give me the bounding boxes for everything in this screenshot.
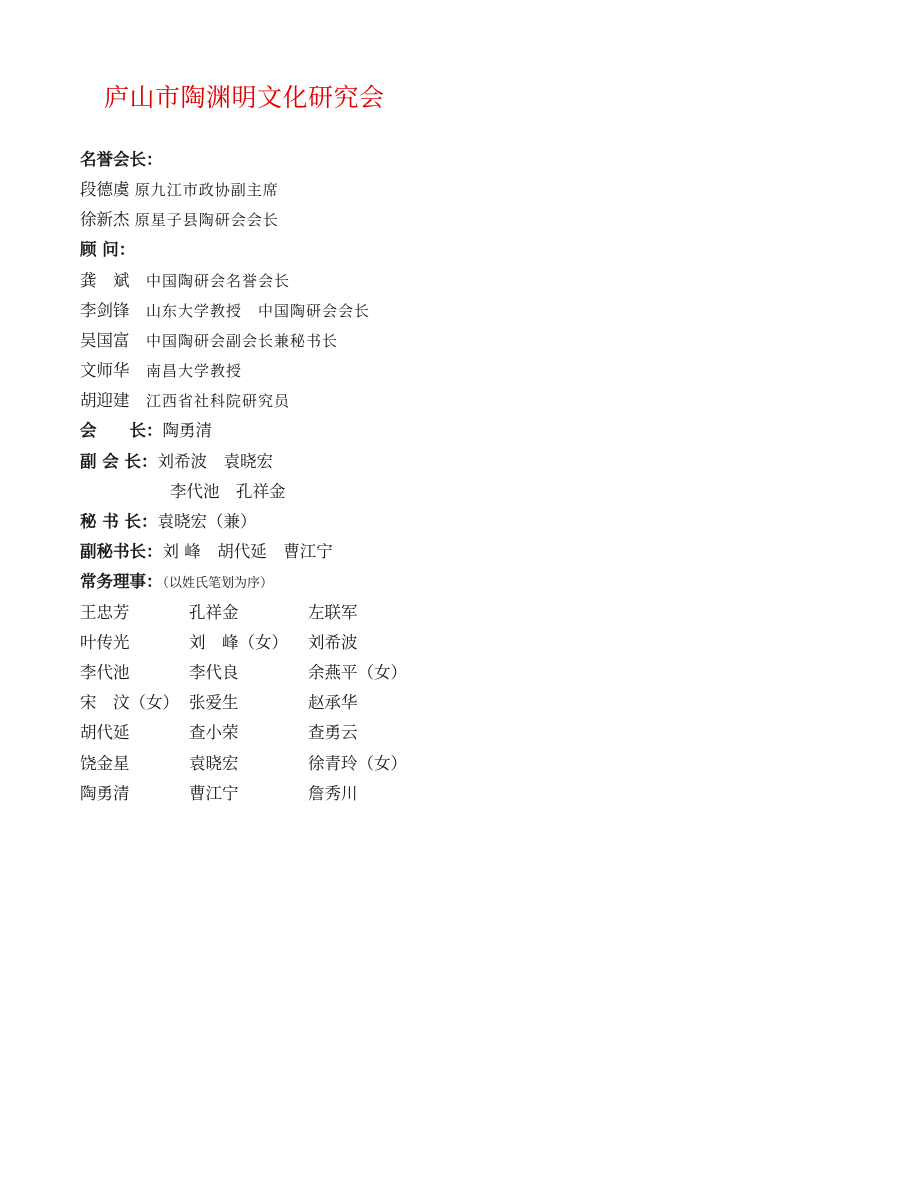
council-member: 曹江宁 — [189, 784, 239, 803]
advisor-desc: 江西省社科院研究员 — [146, 392, 291, 410]
vice-president-names-2: 李代池 孔祥金 — [170, 482, 286, 501]
council-member: 詹秀川 — [308, 784, 358, 803]
council-member: 宋 汶（女） — [80, 693, 179, 712]
council-member: 饶金星 — [80, 754, 130, 773]
advisor-desc: 中国陶研会名誉会长 — [146, 272, 291, 290]
vice-president-label: 副 会 长： — [80, 452, 158, 471]
advisor-name: 龚 斌 — [80, 271, 130, 290]
secretary-label: 秘 书 长： — [80, 512, 158, 531]
advisor-heading: 顾 问： — [80, 240, 136, 259]
vice-president-row — [80, 450, 273, 474]
council-member: 徐青玲（女） — [308, 754, 407, 773]
council-member: 王忠芳 — [80, 603, 130, 622]
advisor-name: 李剑锋 — [80, 301, 130, 320]
council-member: 李代池 — [80, 663, 130, 682]
council-member: 刘 峰（女） — [189, 633, 288, 652]
council-member: 孔祥金 — [189, 603, 239, 622]
honorary-heading: 名誉会长： — [80, 150, 163, 169]
president-name: 陶勇清 — [162, 421, 212, 440]
council-member: 叶传光 — [80, 633, 130, 652]
council-member: 胡代延 — [80, 723, 130, 742]
council-member: 查小荣 — [189, 723, 239, 742]
honorary-name: 徐新杰 — [80, 210, 130, 229]
advisor-row — [80, 269, 290, 293]
advisor-desc: 山东大学教授 中国陶研会会长 — [146, 302, 371, 320]
council-member: 陶勇清 — [80, 784, 130, 803]
page-title: 庐山市陶渊明文化研究会 — [104, 83, 385, 112]
honorary-row — [80, 208, 279, 232]
honorary-desc: 原九江市政协副主席 — [134, 181, 279, 199]
council-member: 袁晓宏 — [189, 754, 239, 773]
honorary-name: 段德虞 — [80, 180, 130, 199]
advisor-row — [80, 329, 338, 353]
deputy-secretary-row — [80, 540, 333, 564]
deputy-secretary-label: 副秘书长： — [80, 542, 163, 561]
advisor-desc: 南昌大学教授 — [146, 362, 243, 380]
deputy-secretary-names: 刘 峰 胡代延 曹江宁 — [162, 542, 333, 561]
president-label: 会 长： — [80, 421, 163, 440]
council-member: 余燕平（女） — [308, 663, 407, 682]
council-member: 查勇云 — [308, 723, 358, 742]
advisor-row — [80, 299, 370, 323]
advisor-row — [80, 389, 290, 413]
advisor-desc: 中国陶研会副会长兼秘书长 — [146, 332, 339, 350]
secretary-name: 袁晓宏（兼） — [157, 512, 257, 531]
honorary-desc: 原星子县陶研会会长 — [134, 211, 279, 229]
council-member: 张爱生 — [189, 693, 239, 712]
advisor-name: 吴国富 — [80, 331, 130, 350]
council-member: 刘希波 — [308, 633, 358, 652]
honorary-row — [80, 178, 279, 202]
council-heading-row — [80, 570, 273, 594]
vice-president-names: 刘希波 袁晓宏 — [157, 452, 273, 471]
advisor-row — [80, 359, 242, 383]
council-member: 左联军 — [308, 603, 358, 622]
secretary-row — [80, 510, 257, 534]
council-member: 赵承华 — [308, 693, 358, 712]
council-member: 李代良 — [189, 663, 239, 682]
advisor-name: 文师华 — [80, 361, 130, 380]
council-label: 常务理事： — [80, 572, 163, 591]
council-note: （以姓氏笔划为序） — [162, 576, 274, 591]
president-row — [80, 419, 212, 443]
advisor-name: 胡迎建 — [80, 391, 130, 410]
